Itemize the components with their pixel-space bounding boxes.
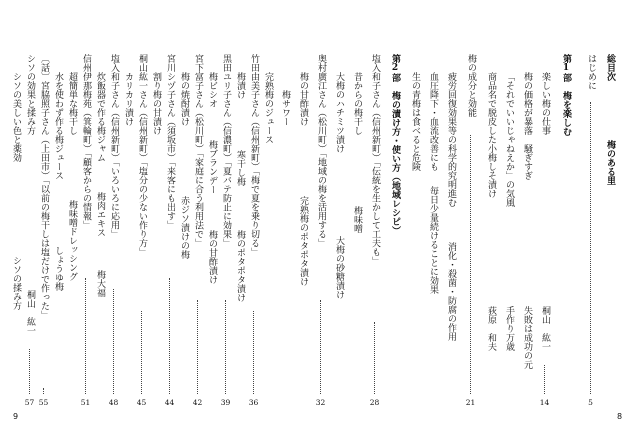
toc-page-number: 55 xyxy=(38,398,49,407)
toc-entry-title: カリカリ漬け xyxy=(123,72,133,126)
toc-column xyxy=(485,0,496,436)
toc-entry-title: 昔からの梅干し xyxy=(352,72,362,135)
toc-column xyxy=(108,0,119,436)
toc-column xyxy=(465,0,476,436)
page-number-left: 9 xyxy=(13,412,19,421)
toc-entry-title: 疲労回復効果等の科学的究明進む xyxy=(446,72,456,207)
toc-entry-title: 大梅のハチミツ漬け xyxy=(334,72,344,153)
toc-entry-subtitle: 桐山 紘一 xyxy=(540,306,550,351)
toc-page-number: 21 xyxy=(465,398,476,407)
toc-entry-subtitle: 梅のある里 xyxy=(605,140,615,185)
toc-column xyxy=(503,0,514,436)
toc-entry-subtitle: 梅肉エキス xyxy=(95,192,105,237)
toc-column xyxy=(234,0,245,436)
toc-column xyxy=(369,0,380,436)
toc-entry-subtitle: 失敗は成功の元 xyxy=(522,306,532,369)
toc-page-number: 51 xyxy=(80,398,91,407)
toc-entry-title: 第1部 梅を楽しむ xyxy=(561,54,571,136)
toc-entry-subtitle: 梅のポタポタ漬け xyxy=(235,230,245,302)
toc-entry-title: 桐山紘一さん（信州新町）「塩分の少ない作り方」 xyxy=(137,54,147,257)
toc-page-number: 28 xyxy=(369,398,380,407)
toc-entry-subtitle: 梅味噌 xyxy=(352,206,362,233)
toc-column xyxy=(409,0,420,436)
toc-entry-title: 塩入和子さん（信州新町）「伝統を生かして工夫も」 xyxy=(370,54,380,266)
toc-page-number: 44 xyxy=(164,398,175,407)
dot-leader xyxy=(29,349,30,394)
toc-column xyxy=(539,0,550,436)
toc-column xyxy=(585,0,596,436)
toc-entry-title: 黒田ユリ子さん（信濃町）「夏バテ防止に効果」 xyxy=(221,54,231,248)
toc-entry-title: 奥村廣江さん（松川町）「地域の梅を活用する」 xyxy=(316,54,326,248)
toc-page-number: 45 xyxy=(136,398,147,407)
toc-entry-title: 塩入和子さん（信州新町）「いろいろに応用」 xyxy=(109,54,119,239)
toc-column xyxy=(389,0,400,436)
dot-leader xyxy=(141,311,142,394)
toc-column xyxy=(24,0,35,436)
toc-entry-subtitle: 梅大福 xyxy=(95,270,105,297)
toc-entry-title: 生の青梅は食べると危険 xyxy=(410,72,420,171)
toc-page-number: 57 xyxy=(24,398,35,407)
dot-leader xyxy=(470,135,471,394)
toc-entry-title: 割り梅の甘漬け xyxy=(151,72,161,135)
toc-page-number: 48 xyxy=(108,398,119,407)
toc-column xyxy=(192,0,203,436)
toc-column xyxy=(178,0,189,436)
dot-leader xyxy=(225,300,226,394)
toc-column xyxy=(220,0,231,436)
dot-leader xyxy=(590,102,591,394)
toc-column xyxy=(206,0,217,436)
toc-entry-subtitle: 完熟梅のポタポタ漬け xyxy=(298,196,308,286)
toc-column xyxy=(315,0,326,436)
toc-column xyxy=(333,0,344,436)
toc-entry-title: 超簡単な梅干し xyxy=(67,72,77,135)
dot-leader xyxy=(85,278,86,394)
toc-column xyxy=(521,0,532,436)
toc-column xyxy=(351,0,362,436)
dot-leader xyxy=(544,365,545,394)
toc-entry-title: 梅漬け xyxy=(235,72,245,99)
toc-column xyxy=(10,0,21,436)
toc-column xyxy=(560,0,571,436)
toc-column xyxy=(262,0,273,436)
toc-entry-title: シソの効果と揉み方 xyxy=(25,54,35,135)
toc-entry-title: 竹田由美子さん（信州新町）「梅で夏を乗り切る」 xyxy=(249,54,259,257)
dot-leader xyxy=(320,300,321,394)
dot-leader xyxy=(253,311,254,394)
toc-entry-subtitle: 毎日少量続けることに効果 xyxy=(428,186,438,294)
toc-entry-title: 商品名で脱皮した小梅しそ漬け xyxy=(486,72,496,198)
toc-entry-subtitle: 手作り万歳 xyxy=(504,306,514,351)
toc-entry-subtitle: 荻原 和夫 xyxy=(486,306,496,351)
toc-entry-title: 炊飯器で作る梅ジャム xyxy=(95,72,105,162)
toc-column xyxy=(248,0,259,436)
toc-column xyxy=(279,0,290,436)
toc-entry-subtitle: 大梅の砂糖漬け xyxy=(334,236,344,299)
dot-leader xyxy=(374,322,375,394)
toc-entry-title: 信州伊那梅苑（箕輪町）「顧客からの情報」 xyxy=(81,54,91,230)
toc-column xyxy=(164,0,175,436)
toc-entry-title: 宮下富子さん（松川町）「家庭に合う利用法で」 xyxy=(193,54,203,248)
toc-entry-subtitle: シソの揉み方 xyxy=(11,256,21,310)
dot-leader xyxy=(113,289,114,394)
toc-entry-subtitle: しょうゆ梅 xyxy=(53,246,63,291)
toc-entry-subtitle: 梅味噌ドレッシング xyxy=(67,200,77,281)
toc-column xyxy=(136,0,147,436)
toc-column xyxy=(80,0,91,436)
toc-entry-subtitle: 梅ブランデー xyxy=(207,140,217,194)
toc-entry-subtitle: 消化・殺菌・防腐の作用 xyxy=(446,242,456,341)
toc-page-number: 5 xyxy=(588,398,593,407)
toc-column xyxy=(427,0,438,436)
toc-entry-title: 梅の焼酎漬け xyxy=(179,72,189,126)
toc-page-number: 39 xyxy=(220,398,231,407)
toc-column xyxy=(38,0,49,436)
toc-column xyxy=(94,0,105,436)
toc-entry-subtitle: 桐山 紘一 xyxy=(25,290,35,335)
toc-entry-title: 第2部 梅の漬け方・使い方（地域レシピ） xyxy=(390,54,400,235)
toc-entry-title: 水を使わず作る梅ジュース xyxy=(53,72,63,180)
toc-entry-subtitle: 梅の甘酢漬け xyxy=(207,230,217,284)
toc-entry-title: 梅ビシオ xyxy=(207,72,217,108)
toc-column xyxy=(604,0,615,436)
toc-column xyxy=(297,0,308,436)
toc-column xyxy=(122,0,133,436)
toc-column xyxy=(66,0,77,436)
toc-entry-subtitle: 寒干し梅 xyxy=(235,150,245,186)
toc-column xyxy=(445,0,456,436)
toc-column xyxy=(52,0,63,436)
toc-entry-title: シソの美しい色と薬効 xyxy=(11,72,21,162)
toc-entry-title: 「それでいいじゃねえか」の気風 xyxy=(504,72,514,207)
toc-entry-title: 〔話〕宮脇照子さん（上田市）「以前の梅干しは塩だけで作った」 xyxy=(39,54,49,320)
toc-entry-title: 梅の成分と効能 xyxy=(466,54,476,117)
toc-entry-title: 完熟梅のジュース xyxy=(263,72,273,144)
toc-entry-title: はじめに xyxy=(586,54,596,90)
toc-page-number: 42 xyxy=(192,398,203,407)
toc-entry-title: 梅の甘酢漬け xyxy=(298,72,308,126)
toc-page-number: 14 xyxy=(539,398,550,407)
page-number-right: 8 xyxy=(617,412,623,421)
toc-entry-title: 総目次 xyxy=(605,54,615,81)
dot-leader xyxy=(197,300,198,394)
toc-entry-title: 梅サワー xyxy=(280,90,290,126)
toc-entry-title: 宮川シヅ子さん（須坂市）「来客にも出す」 xyxy=(165,54,175,230)
toc-page-number: 32 xyxy=(315,398,326,407)
dot-leader xyxy=(169,278,170,394)
dot-leader xyxy=(43,388,44,394)
toc-entry-title: 楽しい梅の仕事 xyxy=(540,72,550,135)
toc-page-number: 36 xyxy=(248,398,259,407)
toc-entry-subtitle: 赤ジソ漬けの梅 xyxy=(179,196,189,259)
toc-entry-title: 梅の価格が暴落 騒ぎすぎ xyxy=(522,72,532,180)
toc-column xyxy=(150,0,161,436)
toc-entry-title: 血圧降下・血流改善にも xyxy=(428,72,438,171)
